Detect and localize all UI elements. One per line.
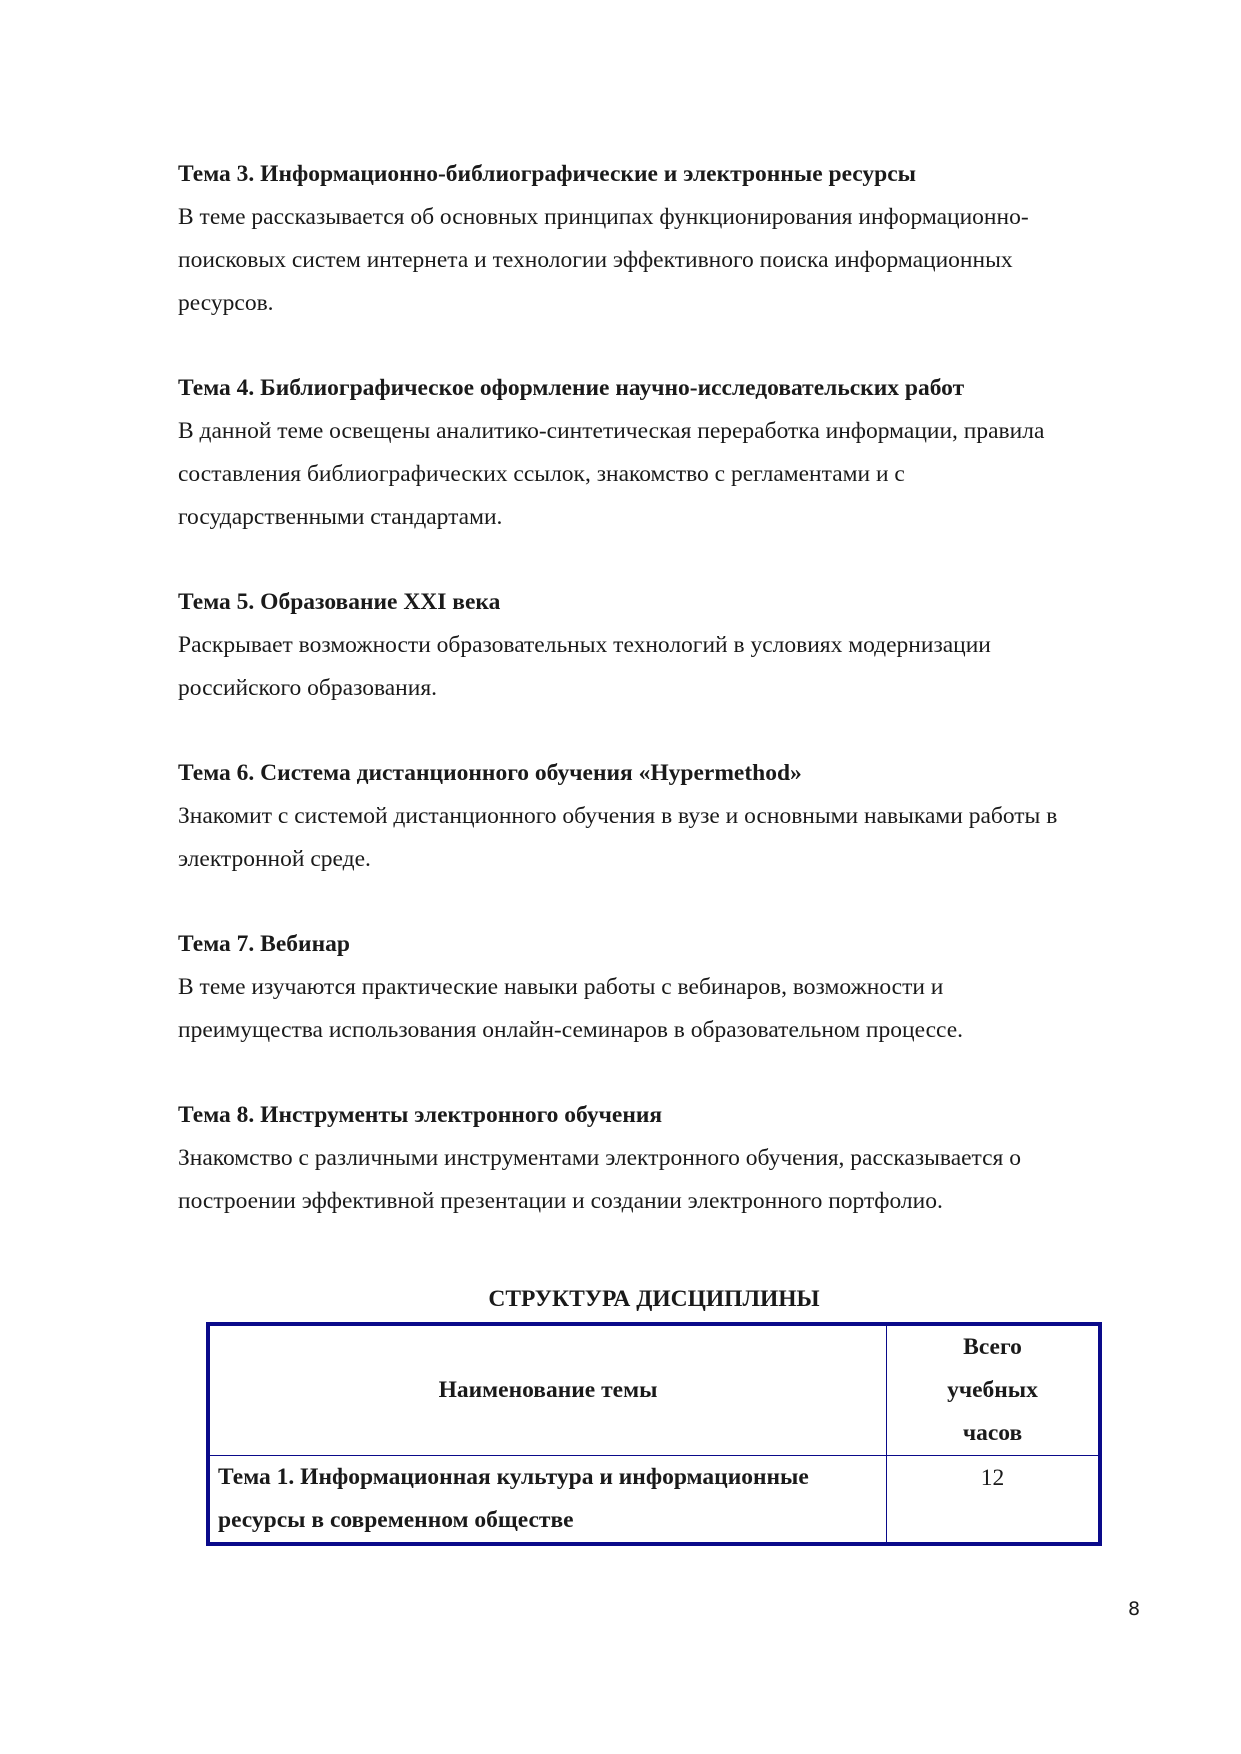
row-topic-name	[208, 1456, 887, 1545]
header-total-hours	[887, 1324, 1101, 1456]
description-line: составления библиографических ссылок, знакомство с регламентами и с	[178, 461, 905, 487]
structure-title: СТРУКТУРА ДИСЦИПЛИНЫ	[488, 1286, 820, 1312]
topic-title: Тема 8. Инструменты электронного обучения	[178, 1102, 663, 1128]
row-name-line: ресурсы в современном обществе	[218, 1507, 574, 1533]
topic-description	[178, 410, 1138, 539]
row-hours: 12	[887, 1456, 1101, 1545]
description-line: построении эффективной презентации и создании электронного портфолио.	[178, 1188, 943, 1214]
description-line: Знакомство с различными инструментами электронного обучения, рассказывается о	[178, 1145, 1021, 1171]
table-header-row	[208, 1324, 1100, 1456]
header-line: часов	[962, 1420, 1023, 1446]
structure-table	[206, 1322, 1102, 1546]
description-line: поисковых систем интернета и технологии эффективного поиска информационных	[178, 247, 1013, 273]
header-topic-name: Наименование темы	[208, 1324, 887, 1456]
topic-description	[178, 196, 1138, 325]
topic-title: Тема 6. Система дистанционного обучения «Hypermethod»	[178, 760, 802, 786]
topic-5	[178, 581, 1138, 710]
topic-description	[178, 624, 1138, 710]
description-line: электронной среде.	[178, 846, 371, 872]
topic-4	[178, 367, 1138, 539]
description-line: российского образования.	[178, 675, 438, 701]
table-row	[208, 1456, 1100, 1545]
topic-title: Тема 4. Библиографическое оформление научно-исследовательских работ	[178, 375, 965, 401]
topic-6	[178, 752, 1138, 881]
row-name-line: Тема 1. Информационная культура и информационные	[218, 1464, 809, 1490]
description-line: преимущества использования онлайн-семинаров в образовательном процессе.	[178, 1017, 964, 1043]
header-line: Всего	[963, 1334, 1022, 1360]
description-line: Знакомит с системой дистанционного обучения в вузе и основными навыками работы в	[178, 803, 1058, 829]
topic-title: Тема 7. Вебинар	[178, 931, 350, 957]
topic-description	[178, 1137, 1138, 1223]
description-line: В теме рассказывается об основных принципах функционирования информационно-	[178, 204, 1029, 230]
topic-title: Тема 5. Образование XXI века	[178, 589, 501, 615]
description-line: Раскрывает возможности образовательных технологий в условиях модернизации	[178, 632, 991, 658]
topic-description	[178, 966, 1138, 1052]
description-line: В теме изучаются практические навыки работы с вебинаров, возможности и	[178, 974, 944, 1000]
description-line: В данной теме освещены аналитико-синтетическая переработка информации, правила	[178, 418, 1045, 444]
topic-8	[178, 1094, 1138, 1223]
topic-title: Тема 3. Информационно-библиографические и электронные ресурсы	[178, 161, 917, 187]
page-number: 8	[1128, 1598, 1141, 1620]
description-line: ресурсов.	[178, 290, 274, 316]
topic-7	[178, 923, 1138, 1052]
topic-3	[178, 153, 1138, 325]
description-line: государственными стандартами.	[178, 504, 503, 530]
topic-description	[178, 795, 1138, 881]
header-line: учебных	[947, 1377, 1038, 1403]
